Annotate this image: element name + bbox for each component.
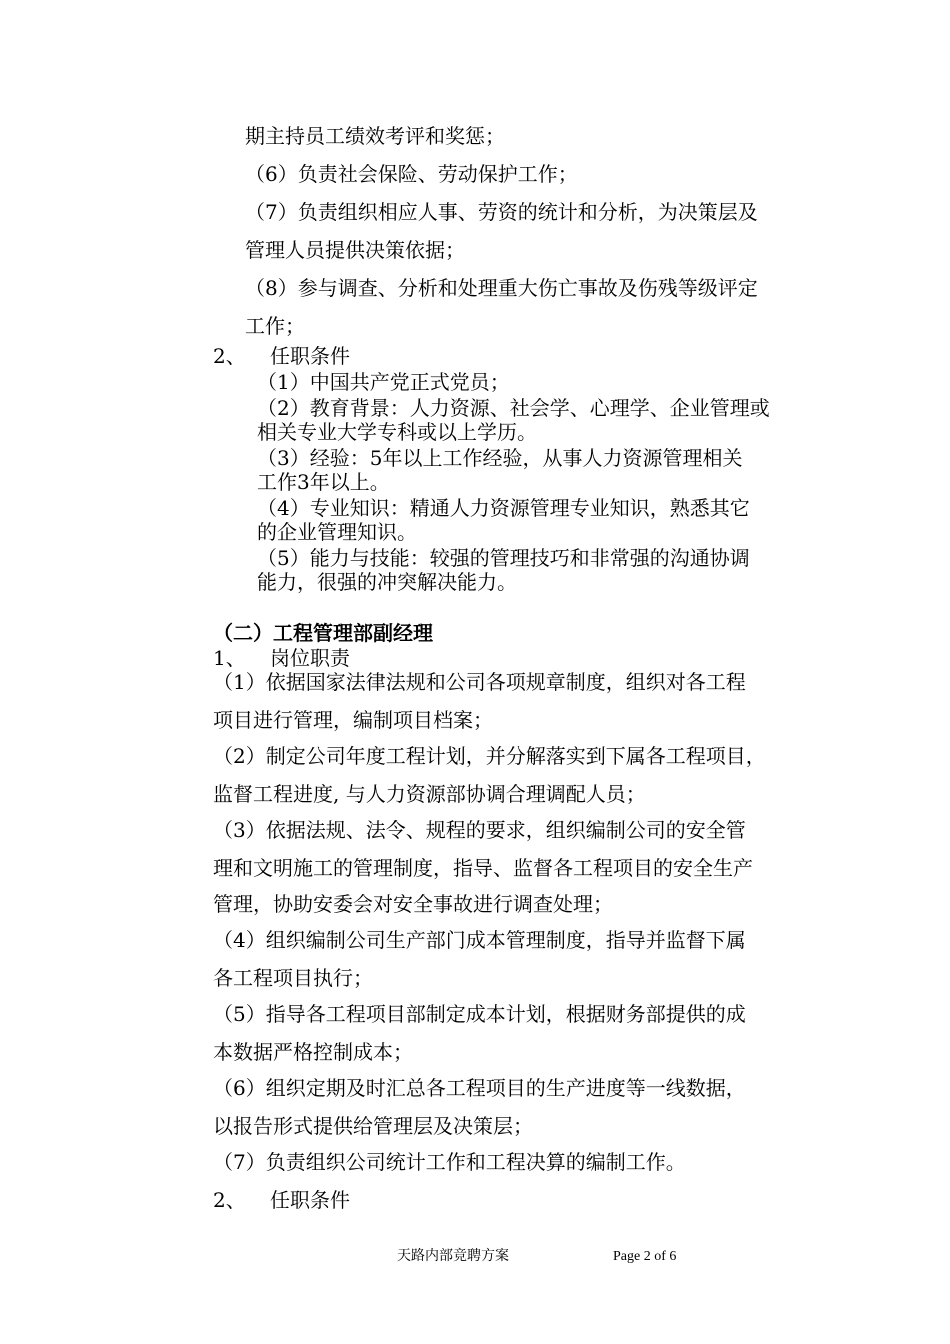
duty-line: （8）参与调查、分析和处理重大伤亡事故及伤残等级评定 — [245, 276, 758, 300]
duty-line: 项目进行管理，编制项目档案； — [213, 708, 493, 732]
duty-line: 期主持员工绩效考评和奖惩； — [245, 124, 505, 148]
duty-line: （2）制定公司年度工程计划，并分解落实到下属各工程项目， — [213, 744, 766, 768]
req-line: 的企业管理知识。 — [257, 520, 417, 544]
duty-line: 以报告形式提供给管理层及决策层； — [213, 1114, 533, 1138]
duty-line: （7）负责组织相应人事、劳资的统计和分析，为决策层及 — [245, 200, 758, 224]
req-heading-number: 2、 — [213, 344, 246, 368]
duty-heading-number: 1、 — [213, 646, 246, 670]
req-heading-title: 任职条件 — [270, 344, 350, 368]
req-line: （4）专业知识：精通人力资源管理专业知识，熟悉其它 — [257, 496, 750, 520]
req-line: 工作3年以上。 — [257, 470, 390, 494]
duty-line: （4）组织编制公司生产部门成本管理制度，指导并监督下属 — [213, 928, 746, 952]
duty-line: 工作； — [245, 314, 305, 338]
duty-line: （7）负责组织公司统计工作和工程决算的编制工作。 — [213, 1150, 686, 1174]
duty-line: （6）负责社会保险、劳动保护工作； — [245, 162, 578, 186]
duty-line: （6）组织定期及时汇总各工程项目的生产进度等一线数据， — [213, 1076, 746, 1100]
duty-line: 各工程项目执行； — [213, 966, 373, 990]
req-heading-number: 2、 — [213, 1188, 246, 1212]
req-heading-title: 任职条件 — [270, 1188, 350, 1212]
duty-line: （3）依据法规、法令、规程的要求，组织编制公司的安全管 — [213, 818, 746, 842]
footer-page-number: Page 2 of 6 — [613, 1249, 677, 1264]
req-line: （3）经验：5年以上工作经验，从事人力资源管理相关 — [257, 446, 743, 470]
req-line: （2）教育背景：人力资源、社会学、心理学、企业管理或 — [257, 396, 770, 420]
duty-line: （5）指导各工程项目部制定成本计划，根据财务部提供的成 — [213, 1002, 746, 1026]
footer-doc-title: 天路内部竞聘方案 — [397, 1249, 509, 1264]
req-line: 能力，很强的冲突解决能力。 — [257, 570, 517, 594]
duty-line: 监督工程进度, 与人力资源部协调合理调配人员； — [213, 782, 646, 806]
duty-line: 管理，协助安委会对安全事故进行调查处理； — [213, 892, 613, 916]
duty-line: 本数据严格控制成本； — [213, 1040, 413, 1064]
duty-line: 管理人员提供决策依据； — [245, 238, 465, 262]
duty-line: 理和文明施工的管理制度，指导、监督各工程项目的安全生产 — [213, 856, 753, 880]
duty-line: （1）依据国家法律法规和公司各项规章制度，组织对各工程 — [213, 670, 746, 694]
duty-heading-title: 岗位职责 — [270, 646, 350, 670]
section-title: （二）工程管理部副经理 — [213, 621, 433, 645]
req-line: （5）能力与技能：较强的管理技巧和非常强的沟通协调 — [257, 546, 750, 570]
req-line: （1）中国共产党正式党员； — [257, 370, 510, 394]
req-line: 相关专业大学专科或以上学历。 — [257, 420, 537, 444]
